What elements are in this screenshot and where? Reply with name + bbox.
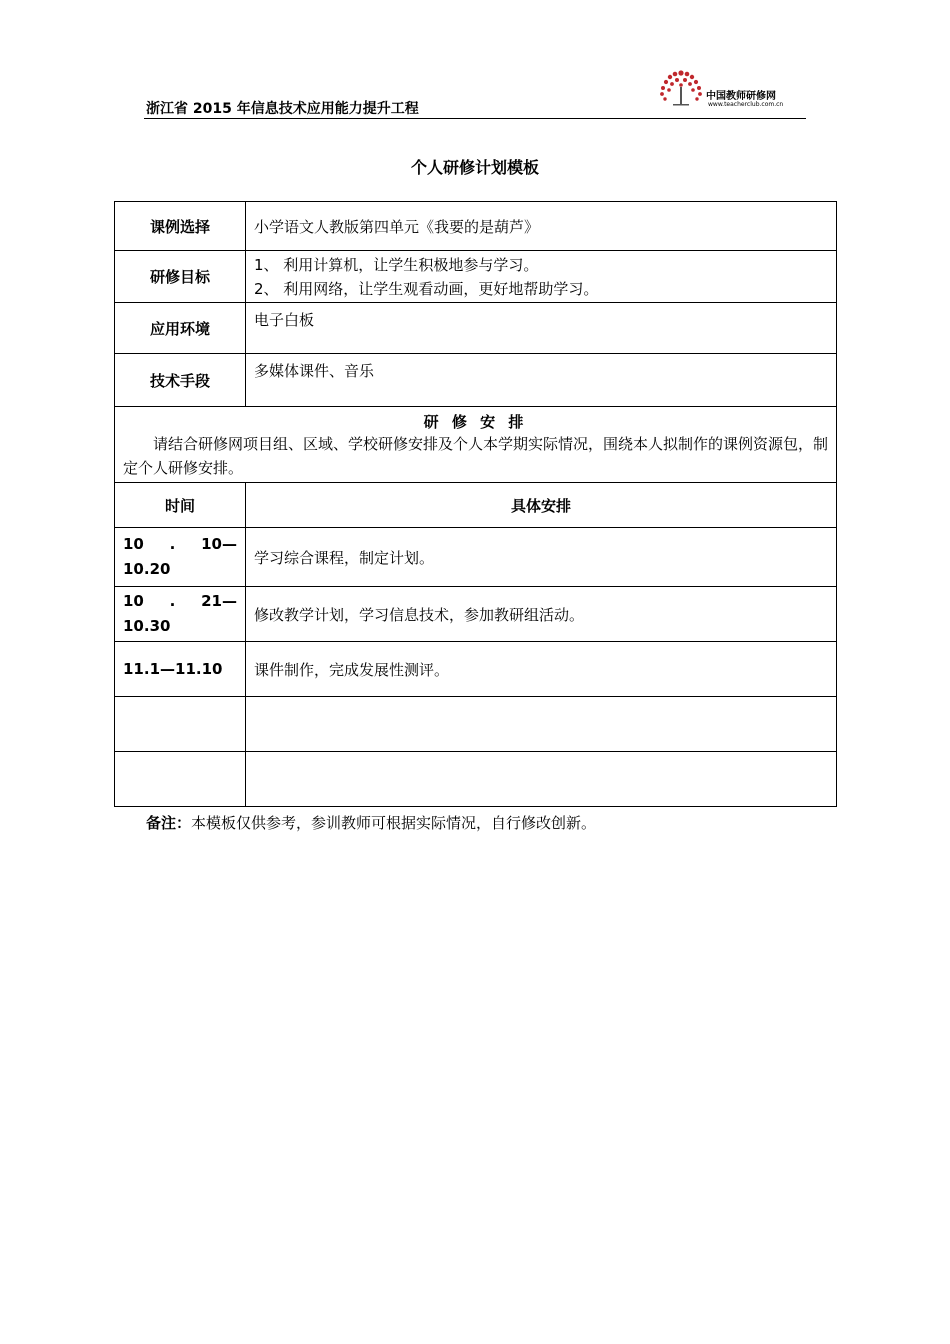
- goal-label: 研修目标: [115, 251, 246, 303]
- note-label: 备注：: [146, 814, 192, 832]
- time-part: 10.30: [123, 617, 171, 635]
- plan-table: [114, 201, 837, 807]
- document-title: 个人研修计划模板: [410, 158, 539, 177]
- env-label: 应用环境: [115, 303, 246, 354]
- table-row: [115, 528, 837, 587]
- case-label: 课例选择: [115, 202, 246, 251]
- time-range: 11.1—11.10: [115, 642, 246, 697]
- table-row: [115, 587, 837, 642]
- schedule-detail: 学习综合课程，制定计划。: [246, 528, 837, 587]
- case-value: 小学语文人教版第四单元《我要的是葫芦》: [246, 202, 837, 251]
- note-text: 本模板仅供参考，参训教师可根据实际情况，自行修改创新。: [191, 814, 597, 832]
- goal-line-2: 2、 利用网络，让学生观看动画，更好地帮助学习。: [254, 279, 599, 298]
- table-row-arrangement: [115, 407, 837, 483]
- goal-line-1: 1、 利用计算机，让学生积极地参与学习。: [254, 255, 539, 274]
- header-title: 浙江省 2015 年信息技术应用能力提升工程: [146, 101, 419, 117]
- time-part: 10: [123, 592, 144, 610]
- schedule-detail: 课件制作，完成发展性测评。: [246, 642, 837, 697]
- table-row-empty: [115, 752, 837, 807]
- logo-url: www.teacherclub.com.cn: [708, 101, 784, 108]
- arrangement-title: 研 修 安 排: [423, 413, 528, 431]
- table-row-goal: [115, 251, 837, 303]
- logo-name: 中国教师研修网: [706, 91, 776, 102]
- logo-tree-icon: [656, 68, 706, 112]
- column-header-detail: 具体安排: [246, 483, 837, 528]
- table-row-env: [115, 303, 837, 354]
- tech-label: 技术手段: [115, 354, 246, 407]
- time-part: 10.20: [123, 560, 171, 578]
- time-part: .: [169, 535, 176, 553]
- time-part: 21—: [201, 592, 237, 610]
- header-divider: [144, 118, 806, 119]
- time-part: 10—: [201, 535, 237, 553]
- table-row: [115, 642, 837, 697]
- table-row-case: [115, 202, 837, 251]
- note: [146, 812, 596, 833]
- env-value: 电子白板: [246, 303, 837, 354]
- column-header-time: 时间: [115, 483, 246, 528]
- table-header-row: [115, 483, 837, 528]
- arrangement-description: 请结合研修网项目组、区域、学校研修安排及个人本学期实际情况，围绕本人拟制作的课例资源包，制定个人研修安排。: [123, 435, 829, 477]
- tech-value: 多媒体课件、音乐: [246, 354, 837, 407]
- table-row-tech: [115, 354, 837, 407]
- schedule-detail: 修改教学计划，学习信息技术，参加教研组活动。: [246, 587, 837, 642]
- logo: [656, 68, 806, 114]
- time-part: 10: [123, 535, 144, 553]
- time-part: .: [169, 592, 176, 610]
- table-row-empty: [115, 697, 837, 752]
